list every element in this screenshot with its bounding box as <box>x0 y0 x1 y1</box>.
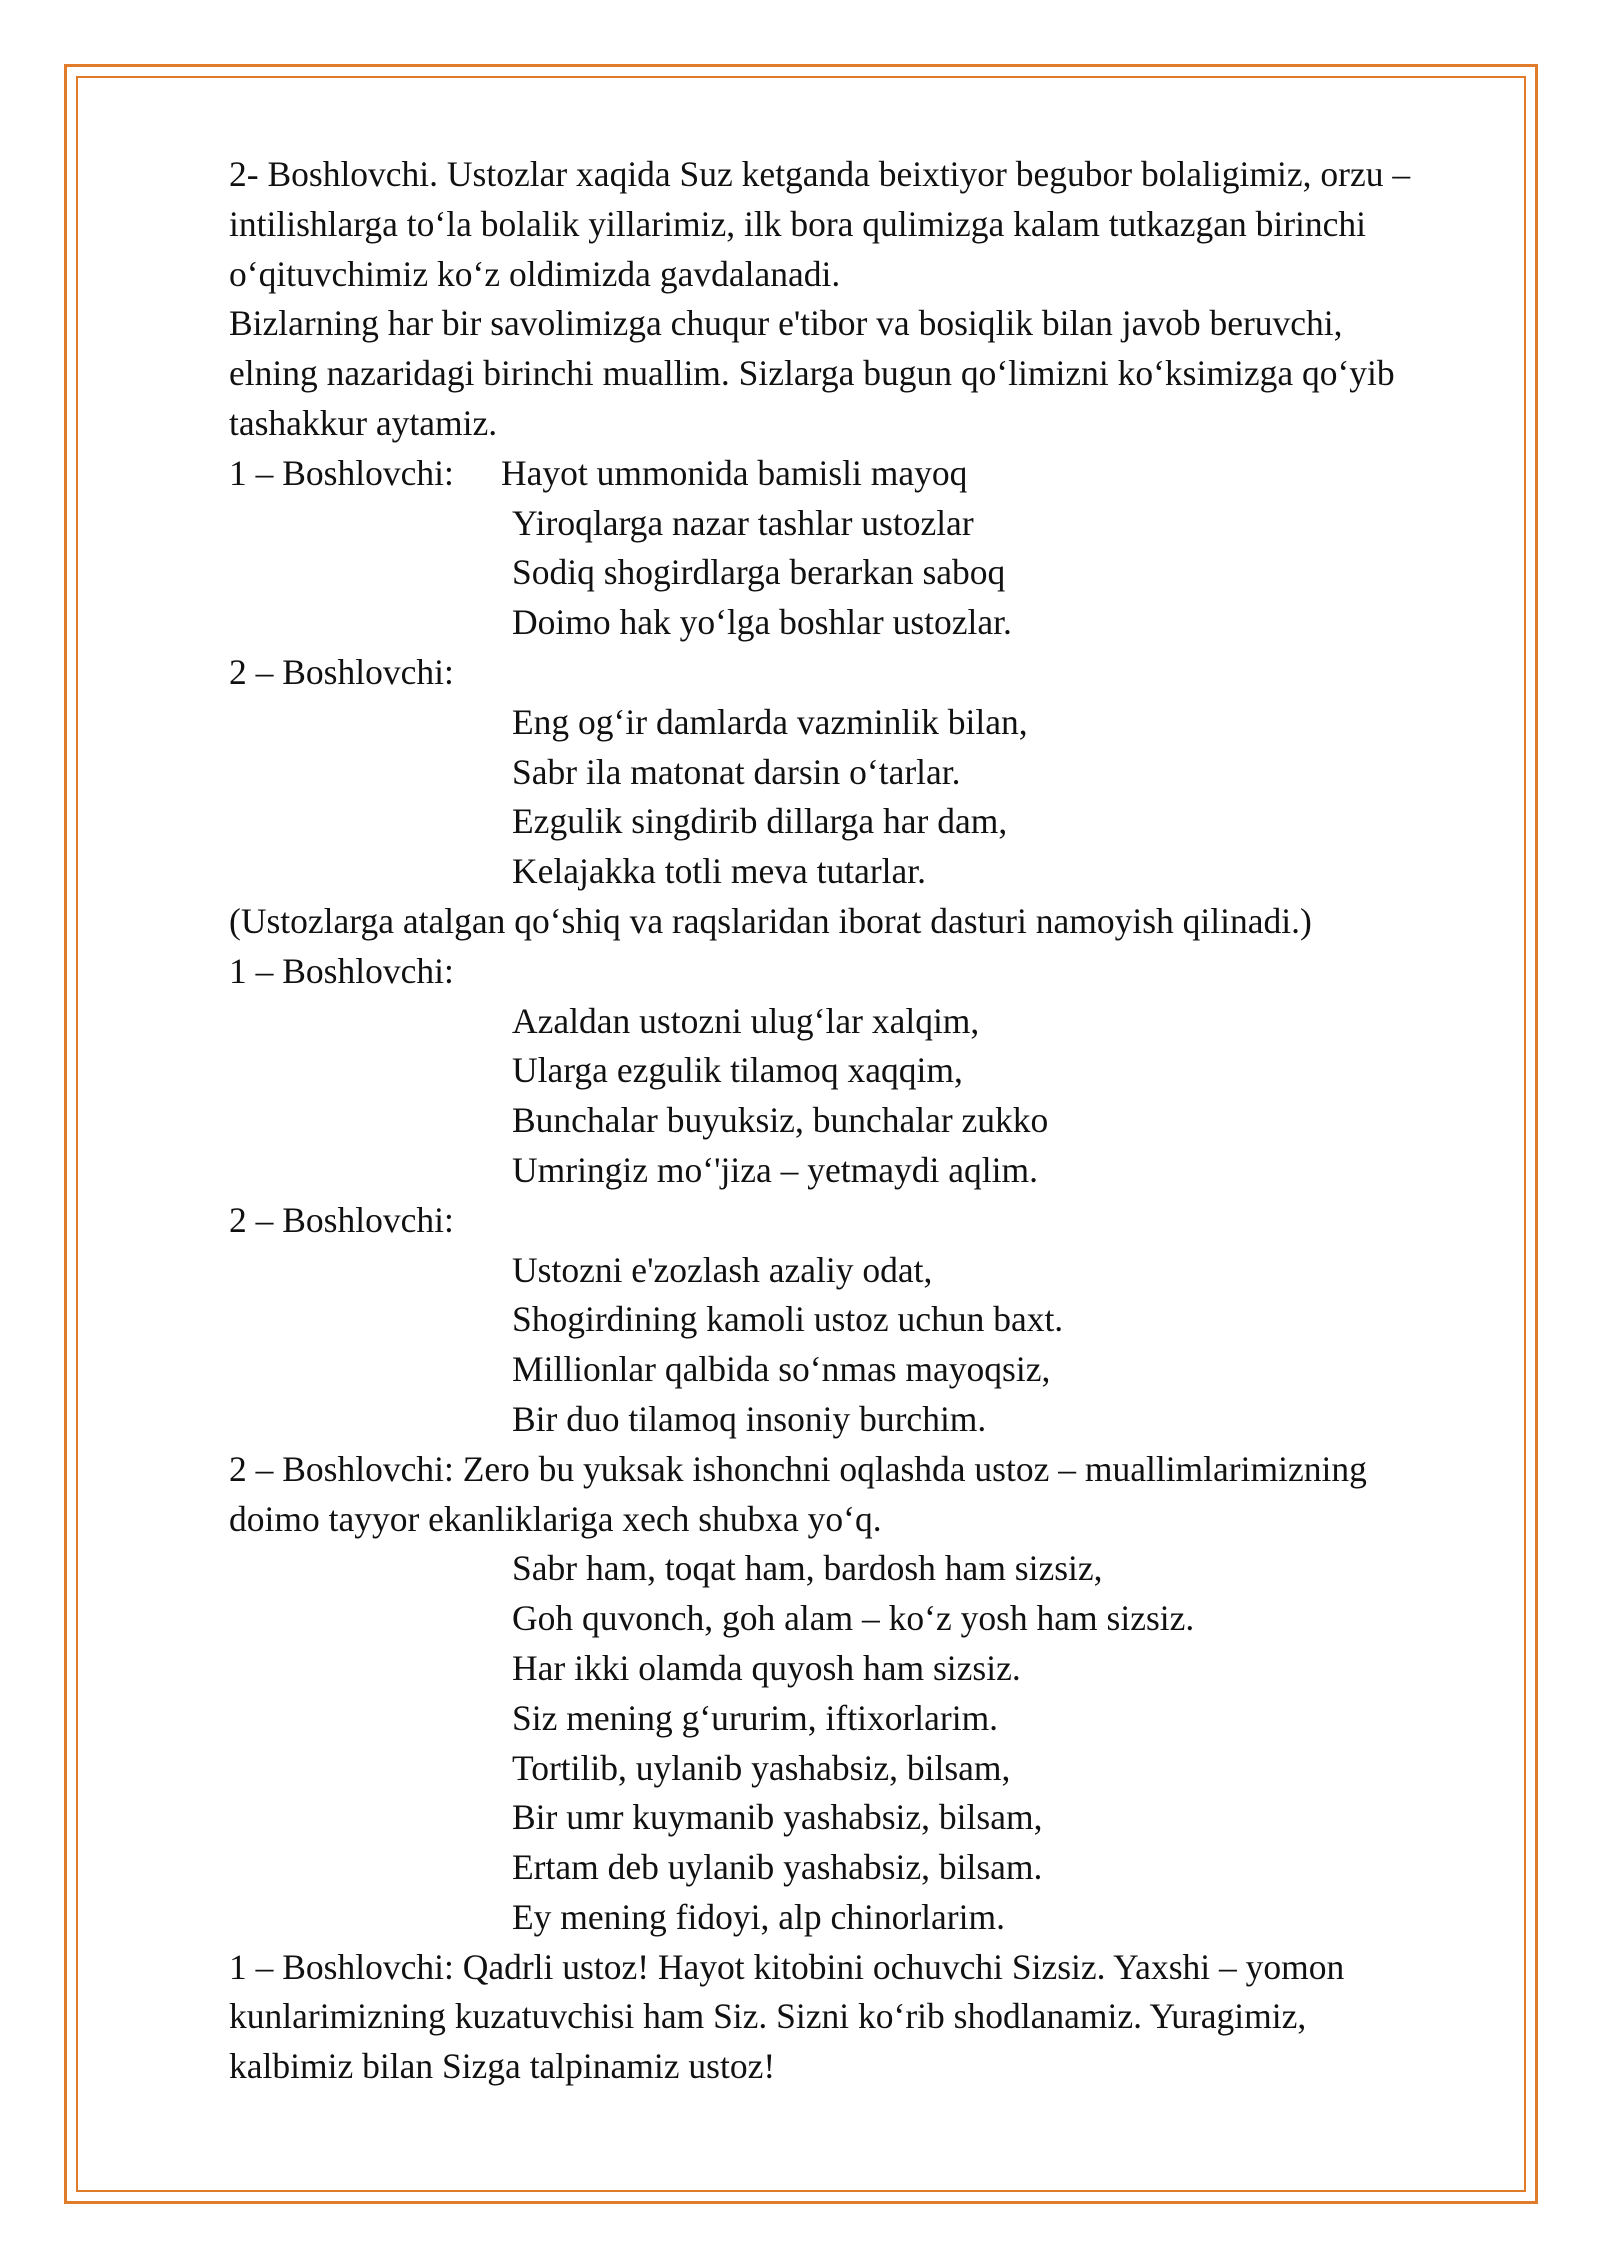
verse-line: Siz mening g‘ururim, iftixorlarim. <box>512 1697 999 1738</box>
verse-line: Har ikki olamda quyosh ham sizsiz. <box>512 1647 1021 1688</box>
text-line: 2 – Boshlovchi: Zero bu yuksak ishonchni oqlashda ustoz – muallimlarimizning <box>229 1448 1367 1489</box>
verse-line: Bir umr kuymanib yashabsiz, bilsam, <box>512 1797 1043 1838</box>
verse-line: Yiroqlarga nazar tashlar ustozlar <box>512 502 974 543</box>
text-line: intilishlarga to‘la bolalik yillarimiz, ilk bora qulimizga kalam tutkazgan birinchi <box>229 203 1367 244</box>
document-body <box>229 150 1529 2092</box>
text-line: o‘qituvchimiz ko‘z oldimizda gavdalanadi. <box>229 253 841 294</box>
verse-line: Eng og‘ir damlarda vazminlik bilan, <box>512 701 1028 742</box>
speaker-label: 1 – Boshlovchi: <box>229 452 454 493</box>
speaker-line <box>229 449 1529 499</box>
verse-line: Sabr ham, toqat ham, bardosh ham sizsiz, <box>512 1548 1103 1589</box>
text-line: Bizlarning har bir savolimizga chuqur e'tibor va bosiqlik bilan javob beruvchi, <box>229 303 1343 344</box>
verse-line: Azaldan ustozni ulug‘lar xalqim, <box>512 1000 980 1041</box>
verse-line: Tortilib, uylanib yashabsiz, bilsam, <box>512 1747 1011 1788</box>
verse-line: Goh quvonch, goh alam – ko‘z yosh ham sizsiz. <box>512 1598 1195 1639</box>
verse-line: Ularga ezgulik tilamoq xaqqim, <box>512 1050 963 1091</box>
text-line: elning nazaridagi birinchi muallim. Sizlarga bugun qo‘limizni ko‘ksimizga qo‘yib <box>229 353 1395 394</box>
verse-line: Bunchalar buyuksiz, bunchalar zukko <box>512 1100 1049 1141</box>
stage-note: (Ustozlarga atalgan qo‘shiq va raqslaridan iborat dasturi namoyish qilinadi.) <box>229 900 1312 941</box>
text-line: 2- Boshlovchi. Ustozlar xaqida Suz ketganda beixtiyor begubor bolaligimiz, orzu – <box>229 154 1411 194</box>
verse-line: Ezgulik singdirib dillarga har dam, <box>512 801 1008 842</box>
verse-line: Kelajakka totli meva tutarlar. <box>512 851 927 892</box>
text-line: doimo tayyor ekanliklariga xech shubxa yo‘q. <box>229 1498 882 1539</box>
verse-line: Umringiz mo‘'jiza – yetmaydi aqlim. <box>512 1149 1038 1190</box>
text-line: 1 – Boshlovchi: Qadrli ustoz! Hayot kitobini ochuvchi Sizsiz. Yaxshi – yomon <box>229 1946 1345 1987</box>
verse-line: Hayot ummonida bamisli mayoq <box>501 452 968 493</box>
verse-line: Bir duo tilamoq insoniy burchim. <box>512 1398 987 1439</box>
verse-line: Ertam deb uylanib yashabsiz, bilsam. <box>512 1847 1043 1888</box>
speaker-label: 2 – Boshlovchi: <box>229 1199 454 1240</box>
speaker-label: 1 – Boshlovchi: <box>229 950 454 991</box>
text-line: kunlarimizning kuzatuvchisi ham Siz. Sizni ko‘rib shodlanamiz. Yuragimiz, <box>229 1996 1307 2037</box>
verse-line: Shogirdining kamoli ustoz uchun baxt. <box>512 1299 1064 1340</box>
verse-line: Doimo hak yo‘lga boshlar ustozlar. <box>512 602 1012 643</box>
verse-line: Sabr ila matonat darsin o‘tarlar. <box>512 751 961 792</box>
text-line: kalbimiz bilan Sizga talpinamiz ustoz! <box>229 2046 776 2087</box>
verse-line: Sodiq shogirdlarga berarkan saboq <box>512 552 1006 593</box>
verse-line: Ustozni e'zozlash azaliy odat, <box>512 1249 933 1290</box>
text-line: tashakkur aytamiz. <box>229 402 498 443</box>
verse-line: Ey mening fidoyi, alp chinorlarim. <box>512 1896 1005 1937</box>
speaker-label: 2 – Boshlovchi: <box>229 651 454 692</box>
verse-line: Millionlar qalbida so‘nmas mayoqsiz, <box>512 1349 1051 1390</box>
